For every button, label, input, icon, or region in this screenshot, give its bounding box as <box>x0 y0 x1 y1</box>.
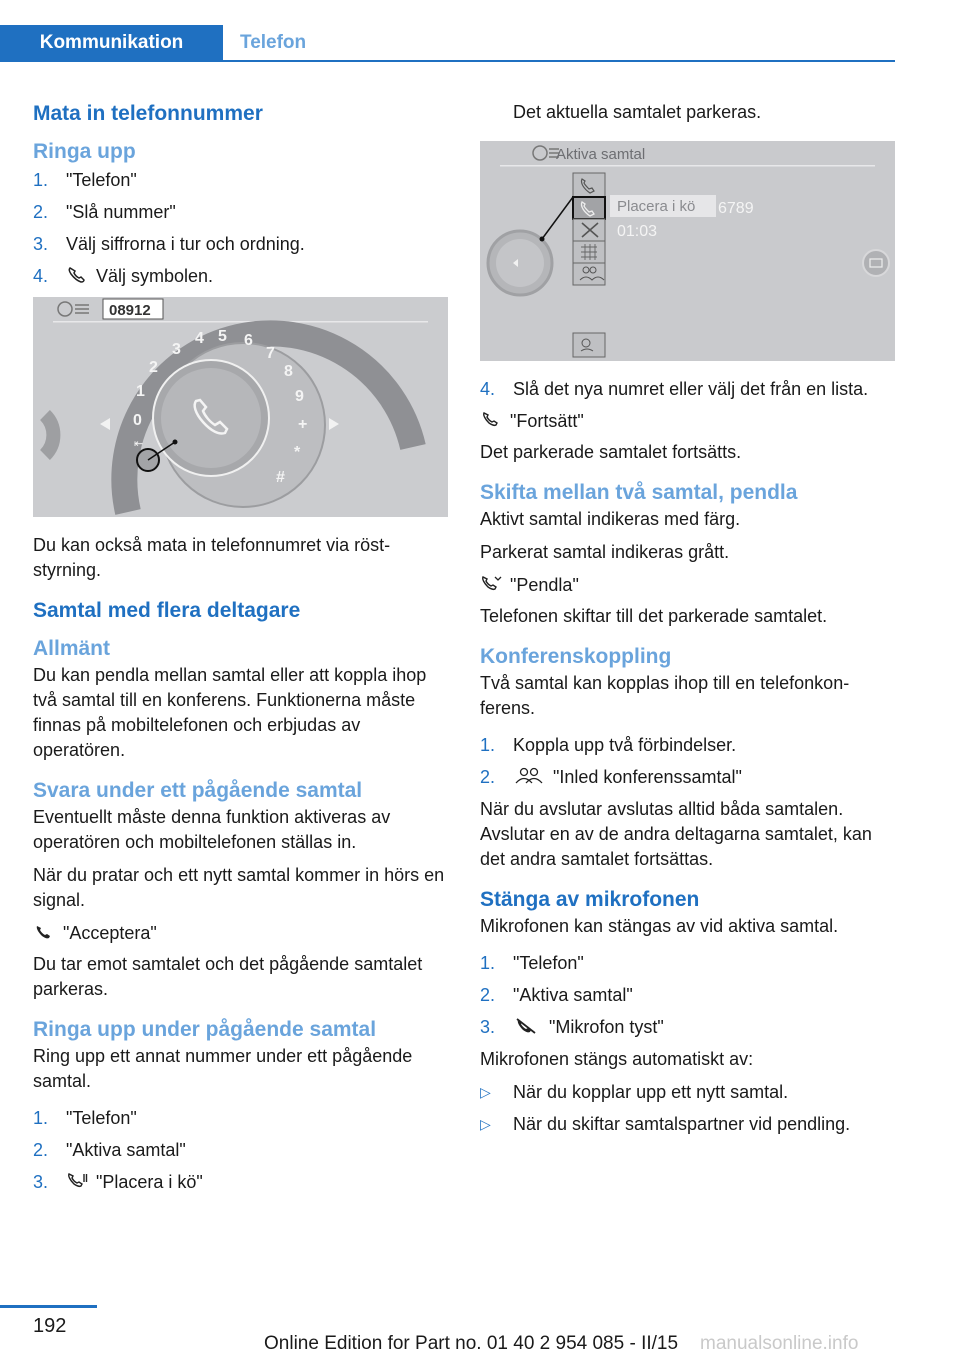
heading-ringa-under: Ringa upp under pågående samtal <box>33 1018 377 1041</box>
pendla-line: "Pendla" <box>480 573 895 598</box>
dial-digit: 2 <box>149 359 158 376</box>
dial-digit: 3 <box>172 341 181 358</box>
allmant-text: Du kan pendla mellan samtal eller att koppla ihop två samtal till en konferens. Funktionerna måste finnas på mobiltelefonen och erbjudas av operatören. <box>33 665 427 760</box>
svara-text-1: Eventuellt måste denna funktion aktiveras av operatören och mobiltelefonen ställas in. <box>33 807 391 852</box>
dial-digit: 0 <box>133 412 142 429</box>
dial-digit: 7 <box>266 345 275 362</box>
acceptera-line: "Acceptera" <box>33 921 448 946</box>
heading-mata-in: Mata in telefonnummer <box>33 102 263 125</box>
fortsatt-text: Det parkerade samtalet fortsätts. <box>480 442 742 462</box>
dial-illustration <box>33 297 448 517</box>
ringa-under-text: Ring upp ett annat nummer under ett pågående samtal. <box>33 1046 413 1091</box>
hold-call-icon <box>66 1171 88 1191</box>
accept-call-icon <box>33 922 55 942</box>
dial-digit: + <box>298 416 308 433</box>
left-column <box>33 100 448 1202</box>
konferens-text-2: När du avslutar avslutas alltid båda samtalen. Avslutar en av de andra deltagarna samtalet, kan det andra samtalet fortsättas. <box>480 799 872 869</box>
heading-mikrofon: Stänga av mikrofonen <box>480 888 700 911</box>
pendla-text-1: Aktivt samtal indikeras med färg. <box>480 509 741 529</box>
dial-digit: 4 <box>195 330 204 347</box>
dial-digit: 9 <box>295 388 304 405</box>
konferens-steps <box>480 733 895 790</box>
dial-digit: * <box>294 444 301 461</box>
svg-text:⇤: ⇤ <box>134 437 144 450</box>
auto-text: Mikrofonen stängs automatiskt av: <box>480 1049 754 1069</box>
acceptera-text: Du tar emot samtalet och det pågående samtalet parkeras. <box>33 954 423 999</box>
dial-digit: # <box>276 469 285 486</box>
konferens-text: Två samtal kan kopplas ihop till en telefonkonferens. <box>480 673 850 718</box>
voice-text: Du kan också mata in telefonnumret via röststyrning. <box>33 535 391 580</box>
dial-number-display: 08912 <box>109 302 151 319</box>
tab-kommunikation[interactable]: Kommunikation <box>0 25 223 61</box>
right-column <box>480 100 895 1144</box>
list-item: ▷ När du kopplar upp ett nytt samtal. <box>480 1082 789 1102</box>
heading-pendla: Skifta mellan två samtal, pendla <box>480 481 798 504</box>
pendla-text: Telefonen skiftar till det parkerade samtalet. <box>480 606 828 626</box>
list-item: 4. Slå det nya numret eller välj det från en lista. <box>480 379 869 399</box>
tab-telefon[interactable]: Telefon <box>240 32 307 53</box>
list-item: 1. "Telefon" <box>33 170 137 190</box>
parkeras-text: Det aktuella samtalet parkeras. <box>513 102 762 122</box>
auto-items <box>480 1080 895 1137</box>
conference-icon <box>513 766 545 786</box>
mikrofon-steps <box>480 951 895 1040</box>
watermark: manualsonline.info <box>700 1333 859 1354</box>
list-item: 3. Välj siffrorna i tur och ordning. <box>33 234 305 254</box>
mikrofon-text: Mikrofonen kan stängas av vid aktiva samtal. <box>480 916 839 936</box>
heading-konferens: Konferenskoppling <box>480 645 672 668</box>
call-timer: 01:03 <box>617 223 658 240</box>
dial-digit: 6 <box>244 332 253 349</box>
edition-text: Online Edition for Part no. 01 40 2 954 085 - II/15 <box>264 1333 679 1354</box>
active-calls-illustration <box>480 141 895 361</box>
page-number: 192 <box>33 1315 67 1337</box>
number-fragment: 6789 <box>718 200 754 217</box>
dial-digit: 8 <box>284 363 293 380</box>
list-item: 4. Välj symbolen. <box>33 266 214 286</box>
list-item: 3. "Mikrofon tyst" <box>480 1017 664 1037</box>
dial-screen-figure <box>33 297 448 517</box>
step-4-list <box>480 377 895 402</box>
heading-flera-deltagare: Samtal med flera deltagare <box>33 599 301 622</box>
header-tabs <box>0 25 895 61</box>
list-item: 2. "Aktiva samtal" <box>33 1140 186 1160</box>
svara-text-2: När du pratar och ett nytt samtal kommer in hörs en signal. <box>33 865 445 910</box>
dial-digit: 5 <box>218 328 227 345</box>
list-item: 1. "Telefon" <box>480 953 584 973</box>
ringa-upp-steps <box>33 168 448 289</box>
resume-call-icon <box>480 410 502 430</box>
active-calls-figure <box>480 141 895 361</box>
list-item: 2. "Inled konferenssamtal" <box>480 767 742 787</box>
mute-microphone-icon <box>513 1016 541 1036</box>
list-item: 1. "Telefon" <box>33 1108 137 1128</box>
placera-tooltip: Placera i kö <box>617 198 696 215</box>
list-item: ▷ När du skiftar samtalspartner vid pendling. <box>480 1114 851 1134</box>
list-item: 2. "Aktiva samtal" <box>480 985 633 1005</box>
swap-call-icon <box>480 574 502 594</box>
list-item: 2. "Slå nummer" <box>33 202 176 222</box>
fortsatt-line: "Fortsätt" <box>480 409 895 434</box>
list-item: 3. "Placera i kö" <box>33 1172 203 1192</box>
aktiva-samtal-title: Aktiva samtal <box>556 146 646 163</box>
heading-svara: Svara under ett pågående samtal <box>33 779 363 802</box>
ringa-under-steps <box>33 1106 448 1195</box>
heading-allmant: Allmänt <box>33 637 111 660</box>
pendla-text-2: Parkerat samtal indikeras grått. <box>480 542 730 562</box>
list-item: 1. Koppla upp två förbindelser. <box>480 735 737 755</box>
phone-dial-icon <box>66 265 88 285</box>
heading-ringa-upp: Ringa upp <box>33 140 136 163</box>
footer-rule <box>0 1305 97 1308</box>
dial-digit: 1 <box>136 383 145 400</box>
